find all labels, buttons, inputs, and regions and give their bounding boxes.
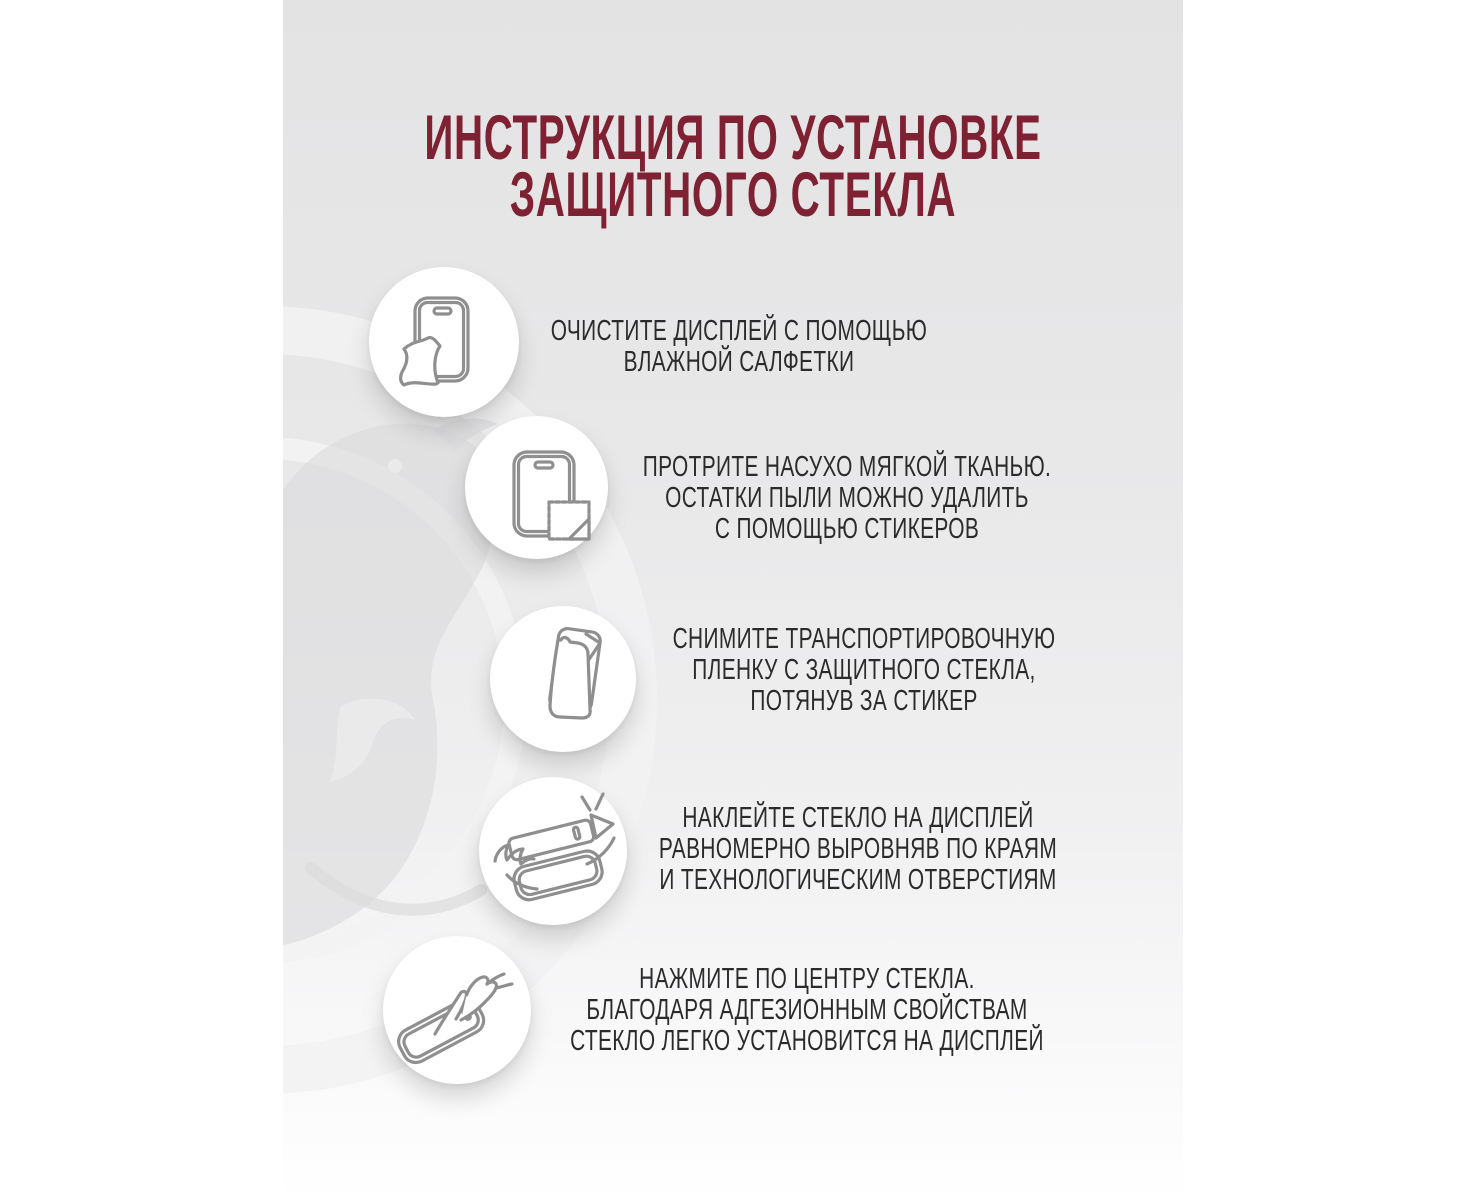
step-text-line: ПРОТРИТЕ НАСУХО МЯГКОЙ ТКАНЬЮ. [642, 451, 1052, 483]
phone-sticker-icon [465, 416, 608, 559]
step-text [606, 803, 1110, 896]
step-icon-circle [465, 416, 608, 559]
title-line-1: ИНСТРУКЦИЯ ПО УСТАНОВКЕ [424, 103, 1042, 173]
step-text-line: НАКЛЕЙТЕ СТЕКЛО НА ДИСПЛЕЙ [682, 802, 1034, 834]
step-text-line: С ПОМОЩЬЮ СТИКЕРОВ [714, 513, 980, 545]
step-text [595, 452, 1099, 545]
step-text [487, 316, 991, 378]
step-text [612, 624, 1116, 717]
step-text-line: СТЕКЛО ЛЕГКО УСТАНОВИТСЯ НА ДИСПЛЕЙ [570, 1025, 1044, 1057]
step-text [555, 964, 1059, 1057]
step-text-line: И ТЕХНОЛОГИЧЕСКИМ ОТВЕРСТИЯМ [659, 864, 1057, 896]
title-line-2: ЗАЩИТНОГО СТЕКЛА [509, 160, 957, 230]
step-icon-circle [479, 777, 627, 925]
align-glass-icon [479, 777, 627, 925]
step-text-line: РАВНОМЕРНО ВЫРОВНЯВ ПО КРАЯМ [658, 833, 1058, 865]
page-title [381, 103, 1085, 230]
step-text-line: НАЖМИТЕ ПО ЦЕНТРУ СТЕКЛА. [639, 963, 975, 995]
press-glass-icon [383, 936, 531, 1084]
step-text-line: ВЛАЖНОЙ САЛФЕТКИ [623, 346, 855, 378]
step-text-line: ПОТЯНУВ ЗА СТИКЕР [750, 685, 978, 717]
poster-panel [283, 0, 1183, 1200]
step-text-line: ОСТАТКИ ПЫЛИ МОЖНО УДАЛИТЬ [665, 482, 1029, 514]
step-text-line: СНИМИТЕ ТРАНСПОРТИРОВОЧНУЮ [672, 623, 1056, 655]
step-icon-circle [383, 936, 531, 1084]
step-text-line: БЛАГОДАРЯ АДГЕЗИОННЫМ СВОЙСТВАМ [586, 994, 1028, 1026]
step-text-line: ОЧИСТИТЕ ДИСПЛЕЙ С ПОМОЩЬЮ [550, 315, 928, 347]
step-text-line: ПЛЕНКУ С ЗАЩИТНОГО СТЕКЛА, [692, 654, 1036, 686]
